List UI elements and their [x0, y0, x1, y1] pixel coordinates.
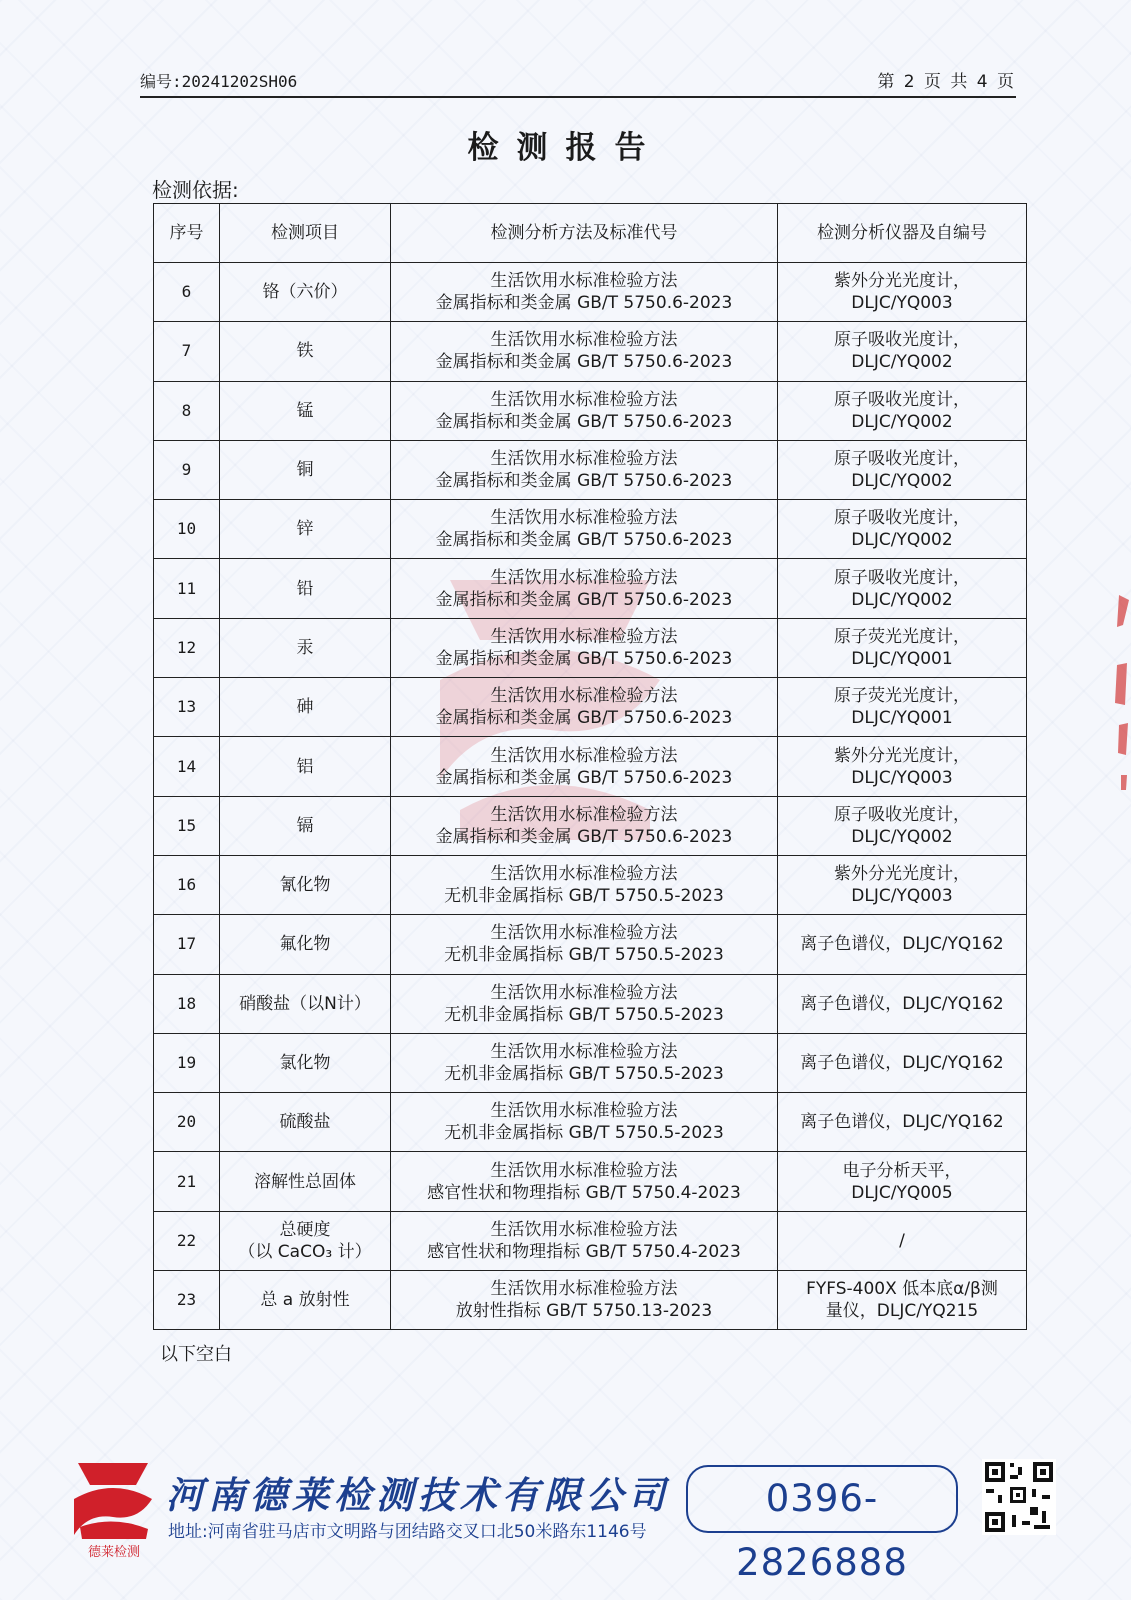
cell-instrument-line: DLJC/YQ001: [851, 648, 953, 669]
cell-instrument-line: 紫外分光光度计，: [834, 864, 970, 885]
cell-method: [391, 678, 778, 737]
cell-no: 10: [154, 500, 220, 559]
cell-no: 19: [154, 1033, 220, 1092]
cell-method-line: 金属指标和类金属 GB/T 5750.6-2023: [435, 648, 733, 669]
cell-method: [391, 1211, 778, 1270]
cell-method-line: 金属指标和类金属 GB/T 5750.6-2023: [435, 708, 733, 729]
table-header-row: [154, 204, 1027, 263]
cell-method-line: 金属指标和类金属 GB/T 5750.6-2023: [435, 293, 733, 314]
page-info: 第 2 页 共 4 页: [877, 72, 1016, 92]
cell-item: [220, 1271, 391, 1330]
cell-instrument-line: 原子吸收光度计，: [834, 449, 970, 470]
cell-item: [220, 915, 391, 974]
cell-instrument: [778, 915, 1027, 974]
cell-no: 18: [154, 974, 220, 1033]
cell-instrument-line: DLJC/YQ005: [851, 1182, 953, 1203]
cell-method-line: 生活饮用水标准检验方法: [490, 1042, 678, 1062]
cell-method: [391, 1093, 778, 1152]
header-instrument: 检测分析仪器及自编号: [778, 204, 1027, 263]
cell-item-line: 硝酸盐（以N计）: [239, 993, 371, 1014]
cell-instrument: [778, 381, 1027, 440]
table-row: [154, 1211, 1027, 1270]
table-row: [154, 1033, 1027, 1092]
cell-instrument: [778, 855, 1027, 914]
cell-method: [391, 263, 778, 322]
blank-below-note: 以下空白: [160, 1344, 232, 1365]
cell-instrument-line: 离子色谱仪，DLJC/YQ162: [800, 993, 1004, 1014]
cell-method: [391, 1033, 778, 1092]
table-row: [154, 381, 1027, 440]
cell-instrument: [778, 440, 1027, 499]
cell-item-line: 氟化物: [279, 934, 331, 955]
cell-item: [220, 1211, 391, 1270]
cell-method-line: 生活饮用水标准检验方法: [490, 626, 678, 647]
page-header: [140, 66, 1016, 98]
cell-item: [220, 1033, 391, 1092]
cell-item-line: 溶解性总固体: [254, 1171, 356, 1192]
cell-no: 22: [154, 1211, 220, 1270]
cell-instrument: [778, 678, 1027, 737]
report-title: 检测报告: [467, 130, 664, 166]
cell-method-line: 无机非金属指标 GB/T 5750.5-2023: [444, 1064, 724, 1084]
cell-item-line: 硫酸盐: [279, 1112, 331, 1133]
cell-item-line: 锌: [296, 519, 314, 540]
cell-method-line: 金属指标和类金属 GB/T 5750.6-2023: [435, 589, 733, 610]
cell-instrument-line: 原子荧光光度计，: [834, 686, 970, 707]
cell-instrument-line: 电子分析天平，: [842, 1160, 962, 1181]
cell-no: 13: [154, 678, 220, 737]
company-name: 河南德莱检测技术有限公司: [166, 1474, 670, 1517]
cell-item-line: 铅: [296, 578, 314, 599]
cell-instrument: [778, 500, 1027, 559]
cell-method: [391, 796, 778, 855]
cell-instrument: [778, 559, 1027, 618]
cell-method: [391, 737, 778, 796]
cell-no: 20: [154, 1093, 220, 1152]
cell-item: [220, 1093, 391, 1152]
cell-instrument-line: 原子荧光光度计，: [834, 626, 970, 647]
cell-method-line: 放射性指标 GB/T 5750.13-2023: [455, 1301, 713, 1322]
cell-instrument-line: DLJC/YQ001: [851, 708, 953, 729]
cell-instrument-line: 量仪，DLJC/YQ215: [825, 1301, 979, 1322]
report-number: 编号:20241202SH06: [140, 72, 298, 91]
cell-instrument-line: DLJC/YQ002: [851, 352, 953, 373]
header-item: 检测项目: [220, 204, 391, 263]
table-body: [154, 263, 1027, 1330]
cell-method-line: 生活饮用水标准检验方法: [490, 1160, 678, 1181]
cell-instrument-line: 原子吸收光度计，: [834, 389, 970, 410]
cell-method-line: 生活饮用水标准检验方法: [490, 449, 678, 470]
cell-instrument-line: DLJC/YQ003: [851, 767, 953, 788]
cell-instrument: [778, 1152, 1027, 1211]
cell-method-line: 生活饮用水标准检验方法: [490, 864, 678, 885]
cell-method-line: 生活饮用水标准检验方法: [490, 982, 678, 1003]
cell-no: 8: [154, 381, 220, 440]
cell-instrument: [778, 1211, 1027, 1270]
seal-stamp-edge: [1109, 595, 1131, 795]
cell-instrument-line: DLJC/YQ003: [851, 293, 953, 314]
cell-method-line: 金属指标和类金属 GB/T 5750.6-2023: [435, 826, 733, 847]
cell-item: [220, 559, 391, 618]
page-footer: [68, 1455, 1068, 1584]
cell-method-line: 生活饮用水标准检验方法: [490, 271, 678, 292]
cell-no: 9: [154, 440, 220, 499]
cell-method: [391, 500, 778, 559]
table-row: [154, 796, 1027, 855]
cell-no: 23: [154, 1271, 220, 1330]
table-row: [154, 263, 1027, 322]
cell-item-line: 汞: [296, 637, 314, 658]
cell-method: [391, 915, 778, 974]
cell-no: 12: [154, 618, 220, 677]
cell-no: 21: [154, 1152, 220, 1211]
cell-instrument-line: 原子吸收光度计，: [834, 804, 970, 825]
cell-instrument: [778, 1271, 1027, 1330]
cell-item: [220, 500, 391, 559]
cell-method-line: 金属指标和类金属 GB/T 5750.6-2023: [435, 530, 733, 551]
cell-item-line: 铝: [296, 756, 314, 777]
cell-item: [220, 381, 391, 440]
cell-instrument-line: DLJC/YQ002: [851, 411, 953, 432]
cell-method: [391, 974, 778, 1033]
cell-no: 16: [154, 855, 220, 914]
cell-method-line: 生活饮用水标准检验方法: [490, 1219, 678, 1240]
cell-instrument-line: 原子吸收光度计，: [834, 330, 970, 351]
cell-instrument: [778, 618, 1027, 677]
cell-no: 17: [154, 915, 220, 974]
cell-method-line: 无机非金属指标 GB/T 5750.5-2023: [444, 1004, 724, 1025]
cell-instrument: [778, 322, 1027, 381]
header-no: 序号: [154, 204, 220, 263]
cell-method-line: 生活饮用水标准检验方法: [490, 686, 678, 707]
table-row: [154, 618, 1027, 677]
cell-method-line: 金属指标和类金属 GB/T 5750.6-2023: [435, 411, 733, 432]
cell-instrument-line: 离子色谱仪，DLJC/YQ162: [800, 1112, 1004, 1133]
cell-instrument-line: DLJC/YQ003: [851, 886, 953, 907]
cell-method: [391, 618, 778, 677]
cell-item: [220, 1152, 391, 1211]
cell-instrument-line: DLJC/YQ002: [851, 589, 953, 610]
table-row: [154, 1271, 1027, 1330]
cell-instrument-line: /: [899, 1230, 905, 1251]
cell-method-line: 无机非金属指标 GB/T 5750.5-2023: [444, 945, 724, 966]
cell-method-line: 金属指标和类金属 GB/T 5750.6-2023: [435, 352, 733, 373]
cell-item: [220, 263, 391, 322]
cell-method: [391, 322, 778, 381]
cell-method-line: 生活饮用水标准检验方法: [490, 567, 678, 588]
cell-no: 15: [154, 796, 220, 855]
test-basis-table: [153, 203, 1027, 1330]
cell-method-line: 生活饮用水标准检验方法: [490, 330, 678, 351]
table-row: [154, 678, 1027, 737]
cell-method-line: 生活饮用水标准检验方法: [490, 1279, 678, 1300]
cell-no: 7: [154, 322, 220, 381]
table-row: [154, 440, 1027, 499]
cell-item: [220, 618, 391, 677]
cell-item: [220, 855, 391, 914]
cell-item-line: 锰: [296, 400, 314, 421]
company-phone: 0396-2826888: [686, 1465, 958, 1533]
cell-instrument: [778, 1033, 1027, 1092]
table-row: [154, 855, 1027, 914]
cell-method-line: 感官性状和物理指标 GB/T 5750.4-2023: [427, 1241, 741, 1262]
cell-method-line: 生活饮用水标准检验方法: [490, 389, 678, 410]
cell-instrument-line: 离子色谱仪，DLJC/YQ162: [800, 1053, 1004, 1073]
cell-item-line: 氰化物: [279, 875, 331, 896]
cell-method-line: 生活饮用水标准检验方法: [490, 745, 678, 766]
cell-no: 14: [154, 737, 220, 796]
cell-method-line: 无机非金属指标 GB/T 5750.5-2023: [444, 1123, 724, 1144]
table-row: [154, 974, 1027, 1033]
cell-method: [391, 855, 778, 914]
cell-method: [391, 559, 778, 618]
cell-item-line: 镉: [296, 815, 314, 836]
table-row: [154, 500, 1027, 559]
cell-item: [220, 737, 391, 796]
cell-instrument-line: 原子吸收光度计，: [834, 508, 970, 529]
cell-instrument: [778, 737, 1027, 796]
table-row: [154, 322, 1027, 381]
cell-method-line: 感官性状和物理指标 GB/T 5750.4-2023: [427, 1182, 741, 1203]
cell-item: [220, 796, 391, 855]
cell-instrument-line: FYFS-400X 低本底α/β测: [806, 1279, 998, 1300]
cell-item-line: 铜: [296, 460, 314, 481]
cell-method: [391, 381, 778, 440]
cell-method-line: 金属指标和类金属 GB/T 5750.6-2023: [435, 471, 733, 492]
cell-item: [220, 974, 391, 1033]
cell-no: 11: [154, 559, 220, 618]
cell-item-line: 铁: [296, 341, 314, 362]
cell-method-line: 金属指标和类金属 GB/T 5750.6-2023: [435, 767, 733, 788]
company-address: 地址:河南省驻马店市文明路与团结路交叉口北50米路东1146号: [168, 1522, 647, 1542]
cell-item: [220, 440, 391, 499]
header-method: 检测分析方法及标准代号: [391, 204, 778, 263]
cell-no: 6: [154, 263, 220, 322]
cell-instrument: [778, 263, 1027, 322]
cell-instrument-line: 离子色谱仪，DLJC/YQ162: [800, 934, 1004, 955]
cell-method: [391, 440, 778, 499]
cell-instrument-line: DLJC/YQ002: [851, 471, 953, 492]
qr-code-icon: [982, 1459, 1056, 1535]
cell-instrument-line: DLJC/YQ002: [851, 826, 953, 847]
cell-method: [391, 1152, 778, 1211]
cell-item: [220, 322, 391, 381]
cell-instrument: [778, 796, 1027, 855]
cell-item-line: 氯化物: [279, 1053, 331, 1073]
cell-item-line: 总 a 放射性: [260, 1290, 350, 1311]
cell-instrument-line: 原子吸收光度计，: [834, 567, 970, 588]
cell-method-line: 生活饮用水标准检验方法: [490, 804, 678, 825]
cell-method-line: 生活饮用水标准检验方法: [490, 508, 678, 529]
cell-method-line: 生活饮用水标准检验方法: [490, 1101, 678, 1122]
table-row: [154, 737, 1027, 796]
cell-instrument-line: DLJC/YQ002: [851, 530, 953, 551]
table-row: [154, 1152, 1027, 1211]
cell-instrument-line: 紫外分光光度计，: [834, 745, 970, 766]
basis-label: 检测依据:: [152, 178, 239, 202]
cell-instrument-line: 紫外分光光度计，: [834, 271, 970, 292]
table-row: [154, 559, 1027, 618]
cell-instrument: [778, 1093, 1027, 1152]
table-row: [154, 915, 1027, 974]
table-row: [154, 1093, 1027, 1152]
cell-item-line: 铬（六价）: [262, 282, 348, 303]
cell-method-line: 无机非金属指标 GB/T 5750.5-2023: [444, 886, 724, 907]
cell-item: [220, 678, 391, 737]
cell-method-line: 生活饮用水标准检验方法: [490, 923, 678, 944]
cell-item-line: （以 CaCO₃ 计）: [238, 1241, 372, 1262]
cell-instrument: [778, 974, 1027, 1033]
cell-item-line: 砷: [296, 697, 314, 718]
cell-method: [391, 1271, 778, 1330]
logo-text: 德莱检测: [87, 1545, 140, 1560]
cell-item-line: 总硬度: [279, 1219, 331, 1240]
